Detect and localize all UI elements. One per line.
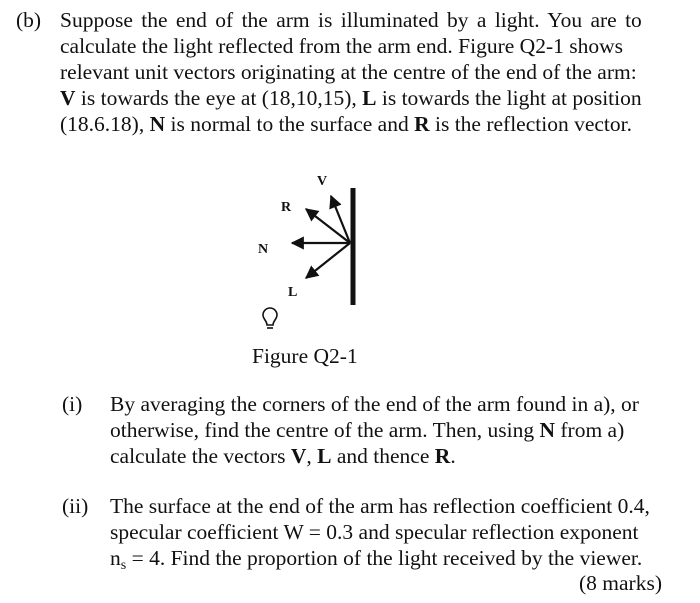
vector-l-symbol: L xyxy=(317,444,332,468)
vector-l-symbol: L xyxy=(362,86,377,110)
marks-label: (8 marks) xyxy=(579,571,662,595)
part-i-label: (i) xyxy=(62,392,83,416)
label-l: L xyxy=(288,285,298,300)
part-b-line-4-text-1: is towards the eye at (18,10,15), xyxy=(75,86,363,110)
part-b-line-5 xyxy=(60,112,632,136)
part-i-line-3-text-2: , xyxy=(306,444,318,468)
part-i-line-2-text-2: from a) xyxy=(555,418,625,442)
part-b-label: (b) xyxy=(16,8,42,32)
part-b-line-5-text-3: is the reflection vector. xyxy=(429,112,632,136)
part-ii-line-3-text: = 4. Find the proportion of the light received by the viewer. xyxy=(126,546,643,570)
part-b-line-3: relevant unit vectors originating at the centre of the end of the arm: xyxy=(60,60,637,84)
vector-v-symbol: V xyxy=(290,444,307,468)
part-i-line-3 xyxy=(110,444,456,468)
vector-r-symbol: R xyxy=(434,444,451,468)
vector-r-symbol: R xyxy=(414,112,430,136)
part-b-line-5-text-1: (18.6.18), xyxy=(60,112,150,136)
exponent-symbol: n xyxy=(110,546,121,570)
part-i-line-2 xyxy=(110,418,624,442)
part-i-line-1: By averaging the corners of the end of the arm found in a), or xyxy=(110,392,639,416)
figure-caption: Figure Q2-1 xyxy=(252,344,358,368)
label-v: V xyxy=(317,174,328,189)
label-n: N xyxy=(258,242,269,257)
vector-v-symbol: V xyxy=(60,86,76,110)
part-ii-line-1: The surface at the end of the arm has reflection coefficient 0.4, xyxy=(110,494,650,518)
part-b-line-4 xyxy=(60,86,642,110)
part-ii-label: (ii) xyxy=(62,494,89,518)
part-b-line-4-text-2: is towards the light at position xyxy=(376,86,642,110)
part-b-line-2: calculate the light reflected from the arm end. Figure Q2-1 shows xyxy=(60,34,623,58)
part-b-line-1 xyxy=(60,8,666,32)
vector-n-symbol: N xyxy=(539,418,556,442)
vector-l-arrow xyxy=(306,243,350,278)
part-i-line-3-text-1: calculate the vectors xyxy=(110,444,291,468)
part-b-line-5-text-2: is normal to the surface and xyxy=(165,112,415,136)
part-ii-line-2: specular coefficient W = 0.3 and specular reflection exponent xyxy=(110,520,639,544)
part-i-line-3-text-4: . xyxy=(450,444,456,468)
vector-n-symbol: N xyxy=(149,112,166,136)
label-r: R xyxy=(281,200,292,215)
part-b-line-1-text: Suppose the end of the arm is illuminated by a light. You are to xyxy=(60,8,642,32)
figure-q2-1 xyxy=(240,170,380,345)
part-i-line-2-text-1: otherwise, find the centre of the arm. Then, using xyxy=(110,418,540,442)
part-ii-line-3 xyxy=(110,546,642,578)
part-i-line-3-text-3: and thence xyxy=(331,444,435,468)
light-bulb-icon xyxy=(263,308,277,328)
exponent-subscript: s xyxy=(120,558,127,573)
